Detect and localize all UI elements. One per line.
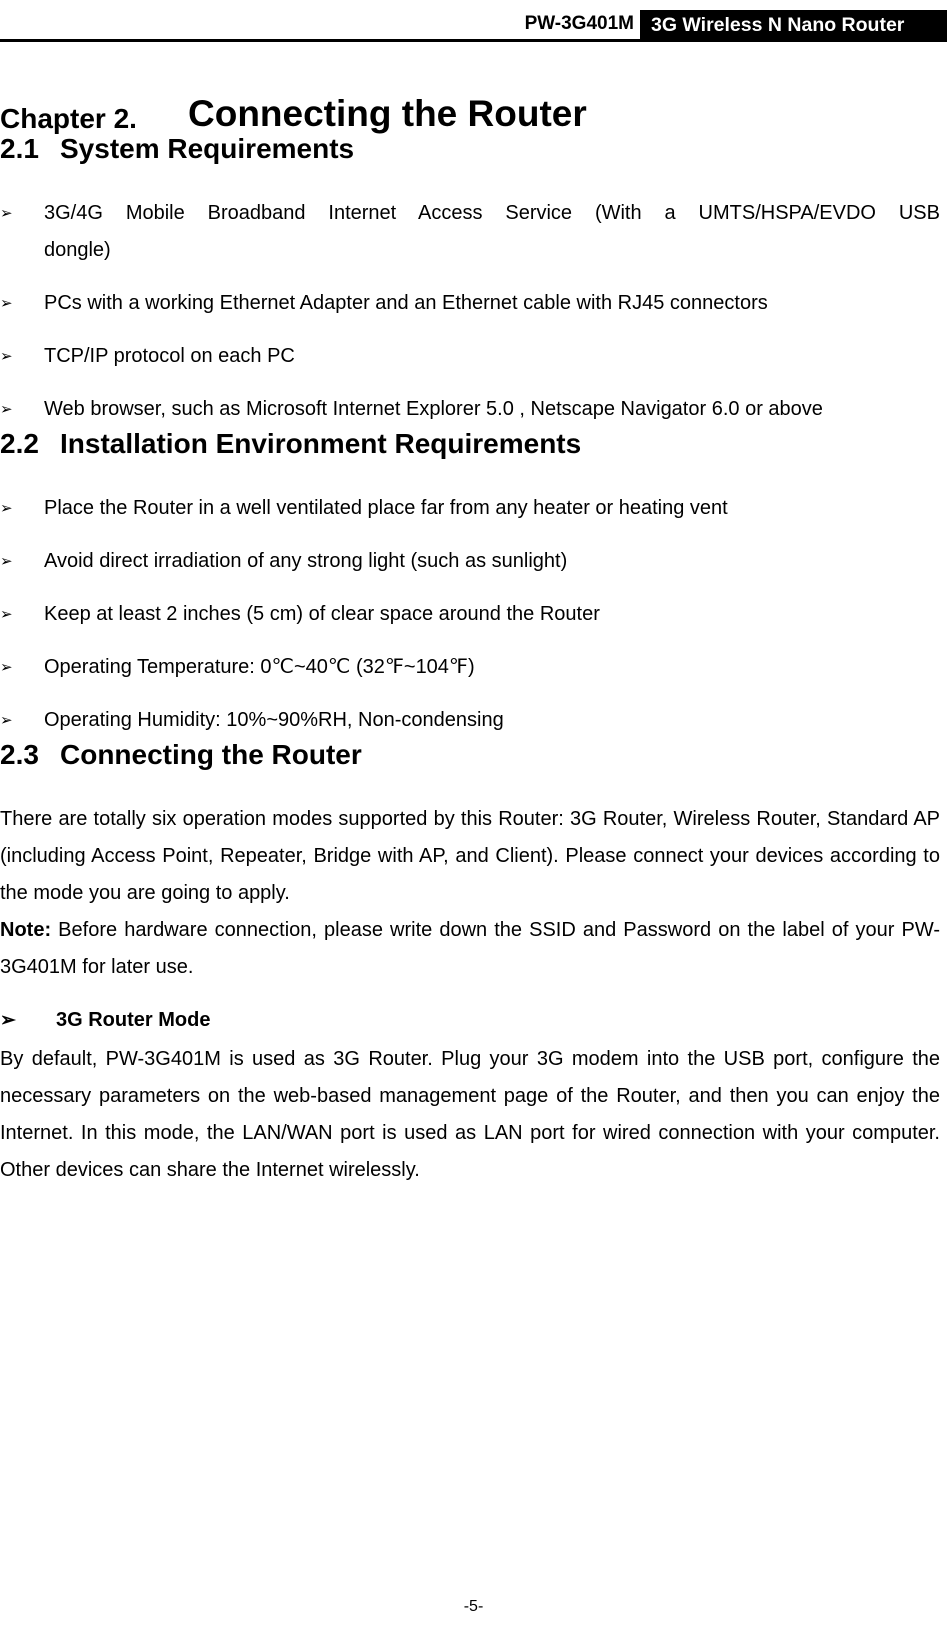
list-item-text: Avoid direct irradiation of any strong light (such as sunlight) <box>44 550 568 572</box>
section-heading-connecting-router <box>0 739 940 771</box>
bullet-arrow-icon: ➢ <box>0 606 13 623</box>
section-heading-installation-environment <box>0 428 940 460</box>
list-item-continuation <box>0 232 940 269</box>
system-requirements-list <box>0 195 940 428</box>
bullet-arrow-icon: ➢ <box>0 348 13 365</box>
section-title: Connecting the Router <box>60 739 362 770</box>
list-item-text: 3G/4G Mobile Broadband Internet Access Service (With a UMTS/HSPA/EVDO USB <box>44 202 940 224</box>
page-content <box>0 42 940 1189</box>
mode-description-paragraph: By default, PW-3G401M is used as 3G Router. Plug your 3G modem into the USB port, configure the necessary parameters on the web-based management page of the Router, and then you can enjoy the Internet. In this mode, the LAN/WAN port is used as LAN port for wired connection with your computer. Other devices can share the Internet wirelessly. <box>0 1048 940 1181</box>
note-paragraph <box>0 912 940 986</box>
bullet-arrow-icon: ➢ <box>0 205 13 222</box>
section-title: Installation Environment Requirements <box>60 428 582 459</box>
list-item-text: PCs with a working Ethernet Adapter and an Ethernet cable with RJ45 connectors <box>44 292 768 314</box>
section-number: 2.1 <box>0 133 39 164</box>
bullet-arrow-icon: ➢ <box>0 295 13 312</box>
list-item <box>0 543 940 580</box>
header-product-name: 3G Wireless N Nano Router <box>640 10 947 40</box>
list-item-text: Operating Temperature: 0℃~40℃ (32℉~104℉) <box>44 656 475 678</box>
chapter-label: Chapter 2. <box>0 103 137 134</box>
page-header <box>0 0 947 42</box>
bullet-arrow-icon: ➢ <box>0 712 13 729</box>
bullet-arrow-icon: ➢ <box>0 659 13 676</box>
list-item <box>0 195 940 232</box>
list-item-text: dongle) <box>44 239 111 261</box>
chapter-title: Connecting the Router <box>188 93 587 134</box>
section-number: 2.2 <box>0 428 39 459</box>
section-number: 2.3 <box>0 739 39 770</box>
list-item <box>0 702 940 739</box>
list-item <box>0 596 940 633</box>
mode-heading-3g-router <box>0 1002 940 1039</box>
list-item <box>0 285 940 322</box>
list-item <box>0 338 940 375</box>
list-item-text: TCP/IP protocol on each PC <box>44 345 295 367</box>
chapter-heading <box>0 93 940 133</box>
list-item-text: Operating Humidity: 10%~90%RH, Non-condensing <box>44 709 504 731</box>
bullet-arrow-icon: ➢ <box>0 553 13 570</box>
bullet-arrow-icon: ➢ <box>0 500 13 517</box>
bullet-arrow-icon: ➢ <box>0 401 13 418</box>
installation-requirements-list <box>0 490 940 739</box>
mode-title: 3G Router Mode <box>56 1009 211 1031</box>
page-number: -5- <box>463 1598 484 1615</box>
list-item <box>0 649 940 686</box>
bullet-arrow-icon: ➢ <box>0 1010 16 1031</box>
list-item <box>0 490 940 527</box>
section-heading-system-requirements <box>0 133 940 165</box>
note-text: Before hardware connection, please write down the SSID and Password on the label of your PW-3G401M for later use. <box>0 919 940 978</box>
list-item <box>0 391 940 428</box>
list-item-text: Web browser, such as Microsoft Internet Explorer 5.0 , Netscape Navigator 6.0 or above <box>44 398 823 420</box>
list-item-text: Keep at least 2 inches (5 cm) of clear space around the Router <box>44 603 600 625</box>
section-title: System Requirements <box>60 133 355 164</box>
intro-paragraph: There are totally six operation modes supported by this Router: 3G Router, Wireless Router, Standard AP (including Access Point, Repeater, Bridge with AP, and Client). Please connect your devices according to the mode you are going to apply. <box>0 808 940 904</box>
list-item-text: Place the Router in a well ventilated place far from any heater or heating vent <box>44 497 728 519</box>
note-label: Note: <box>0 919 52 941</box>
header-model-name: PW-3G401M <box>524 13 634 34</box>
